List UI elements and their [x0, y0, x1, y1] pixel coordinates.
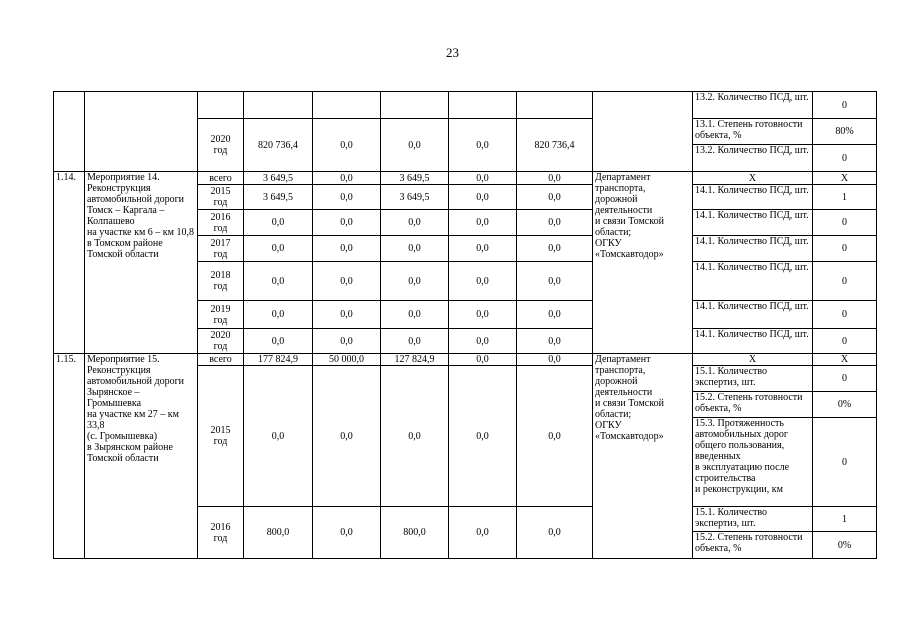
amount-cell: 0,0	[381, 236, 449, 262]
amount-cell: 0,0	[313, 366, 381, 507]
amount-cell: 0,0	[313, 119, 381, 172]
amount-cell: 0,0	[381, 210, 449, 236]
empty-cell	[198, 92, 244, 119]
year-cell: 2016 год	[198, 507, 244, 559]
empty-cell	[244, 92, 313, 119]
number-cell	[54, 92, 85, 172]
amount-cell: 0,0	[449, 172, 517, 185]
measure-name-cell	[85, 92, 198, 172]
amount-cell: 127 824,9	[381, 354, 449, 366]
amount-cell: 177 824,9	[244, 354, 313, 366]
indicator-cell: 15.1. Количество экспертиз, шт.	[693, 507, 813, 532]
amount-cell: 0,0	[449, 185, 517, 210]
amount-cell: 0,0	[449, 119, 517, 172]
indicator-cell: 15.3. Протяженность автомобильных дорог общего пользования, введенных в эксплуатацию после строительства и реконструкции, км	[693, 418, 813, 507]
amount-cell: 800,0	[381, 507, 449, 559]
empty-cell	[381, 92, 449, 119]
year-cell: 2018 год	[198, 262, 244, 301]
amount-cell: 0,0	[449, 262, 517, 301]
indicator-value-cell: 0	[813, 262, 877, 301]
year-cell: 2020 год	[198, 329, 244, 354]
indicator-cell: 14.1. Количество ПСД, шт.	[693, 329, 813, 354]
amount-cell: 0,0	[449, 366, 517, 507]
amount-cell: 0,0	[449, 236, 517, 262]
indicator-value-cell: 80%	[813, 119, 877, 145]
year-cell: 2017 год	[198, 236, 244, 262]
amount-cell: 0,0	[517, 301, 593, 329]
amount-cell: 0,0	[381, 301, 449, 329]
indicator-cell: 15.2. Степень готовности объекта, %	[693, 392, 813, 418]
table-row	[54, 92, 877, 119]
amount-cell: 0,0	[244, 210, 313, 236]
indicator-value-cell: 0	[813, 145, 877, 172]
indicator-cell: 14.1. Количество ПСД, шт.	[693, 301, 813, 329]
amount-cell: 0,0	[517, 210, 593, 236]
measure-number: 1.14.	[54, 172, 85, 354]
amount-cell: 0,0	[449, 354, 517, 366]
amount-cell: 3 649,5	[244, 185, 313, 210]
indicator-cell: 15.1. Количество экспертиз, шт.	[693, 366, 813, 392]
amount-cell: 0,0	[381, 262, 449, 301]
amount-cell: 0,0	[381, 329, 449, 354]
indicator-value-cell: 1	[813, 185, 877, 210]
indicator-value-cell: 1	[813, 507, 877, 532]
indicator-cell: 15.2. Степень готовности объекта, %	[693, 532, 813, 559]
amount-cell: 0,0	[313, 301, 381, 329]
amount-cell: 0,0	[517, 366, 593, 507]
table-row	[54, 354, 877, 366]
indicator-value-cell: 0	[813, 210, 877, 236]
amount-cell: 0,0	[517, 507, 593, 559]
year-cell: 2015 год	[198, 185, 244, 210]
amount-cell: 0,0	[381, 366, 449, 507]
amount-cell: 0,0	[517, 329, 593, 354]
year-cell: 2020 год	[198, 119, 244, 172]
program-table	[53, 91, 877, 559]
measure-number: 1.15.	[54, 354, 85, 559]
amount-cell: 820 736,4	[244, 119, 313, 172]
amount-cell: 0,0	[517, 185, 593, 210]
indicator-cell: 13.1. Степень готовности объекта, %	[693, 119, 813, 145]
measure-name: Мероприятие 14. Реконструкция автомобильной дороги Томск – Каргала – Колпашево на участке км 6 – км 10,8 в Томском районе Томской области	[85, 172, 198, 354]
indicator-value-cell: 0%	[813, 392, 877, 418]
indicator-value-cell: 0	[813, 236, 877, 262]
amount-cell: 0,0	[313, 210, 381, 236]
table-row	[54, 172, 877, 185]
amount-cell: 0,0	[313, 185, 381, 210]
amount-cell: 0,0	[313, 236, 381, 262]
indicator-cell: 13.2. Количество ПСД, шт.	[693, 92, 813, 119]
empty-cell	[313, 92, 381, 119]
page-number: 23	[446, 45, 459, 60]
amount-cell: 50 000,0	[313, 354, 381, 366]
amount-cell: 0,0	[381, 119, 449, 172]
indicator-value-cell: 0	[813, 92, 877, 119]
amount-cell: 0,0	[313, 262, 381, 301]
indicator-cell: 14.1. Количество ПСД, шт.	[693, 185, 813, 210]
year-cell: всего	[198, 172, 244, 185]
amount-cell: 0,0	[244, 329, 313, 354]
amount-cell: 3 649,5	[244, 172, 313, 185]
executor-cell: Департамент транспорта, дорожной деятельности и связи Томской области; ОГКУ «Томскавтодор»	[593, 172, 693, 354]
indicator-cell: 14.1. Количество ПСД, шт.	[693, 262, 813, 301]
amount-cell: 0,0	[517, 172, 593, 185]
amount-cell: 0,0	[449, 329, 517, 354]
amount-cell: 0,0	[313, 172, 381, 185]
indicator-value-cell: 0%	[813, 532, 877, 559]
amount-cell: 800,0	[244, 507, 313, 559]
executor-cell	[593, 92, 693, 172]
year-cell: всего	[198, 354, 244, 366]
amount-cell: 0,0	[244, 301, 313, 329]
indicator-cell: 13.2. Количество ПСД, шт.	[693, 145, 813, 172]
amount-cell: 0,0	[517, 262, 593, 301]
amount-cell: 0,0	[449, 507, 517, 559]
executor-cell: Департамент транспорта, дорожной деятельности и связи Томской области; ОГКУ «Томскавтодор»	[593, 354, 693, 559]
indicator-value-cell: 0	[813, 366, 877, 392]
measure-name: Мероприятие 15. Реконструкция автомобильной дороги Зырянское – Громышевка на участке км 27 – км 33,8 (с. Громышевка) в Зырянском районе Томской области	[85, 354, 198, 559]
indicator-cell: Х	[693, 354, 813, 366]
empty-cell	[449, 92, 517, 119]
amount-cell: 0,0	[313, 329, 381, 354]
indicator-value-cell: Х	[813, 172, 877, 185]
indicator-cell: 14.1. Количество ПСД, шт.	[693, 236, 813, 262]
indicator-cell: Х	[693, 172, 813, 185]
amount-cell: 0,0	[517, 354, 593, 366]
indicator-value-cell: 0	[813, 301, 877, 329]
indicator-cell: 14.1. Количество ПСД, шт.	[693, 210, 813, 236]
indicator-value-cell: 0	[813, 418, 877, 507]
amount-cell: 3 649,5	[381, 172, 449, 185]
amount-cell: 0,0	[244, 262, 313, 301]
amount-cell: 0,0	[244, 366, 313, 507]
amount-cell: 0,0	[517, 236, 593, 262]
empty-cell	[517, 92, 593, 119]
amount-cell: 0,0	[244, 236, 313, 262]
indicator-value-cell: Х	[813, 354, 877, 366]
year-cell: 2015 год	[198, 366, 244, 507]
indicator-value-cell: 0	[813, 329, 877, 354]
year-cell: 2016 год	[198, 210, 244, 236]
amount-cell: 3 649,5	[381, 185, 449, 210]
amount-cell: 0,0	[449, 210, 517, 236]
amount-cell: 0,0	[449, 301, 517, 329]
year-cell: 2019 год	[198, 301, 244, 329]
amount-cell: 820 736,4	[517, 119, 593, 172]
amount-cell: 0,0	[313, 507, 381, 559]
